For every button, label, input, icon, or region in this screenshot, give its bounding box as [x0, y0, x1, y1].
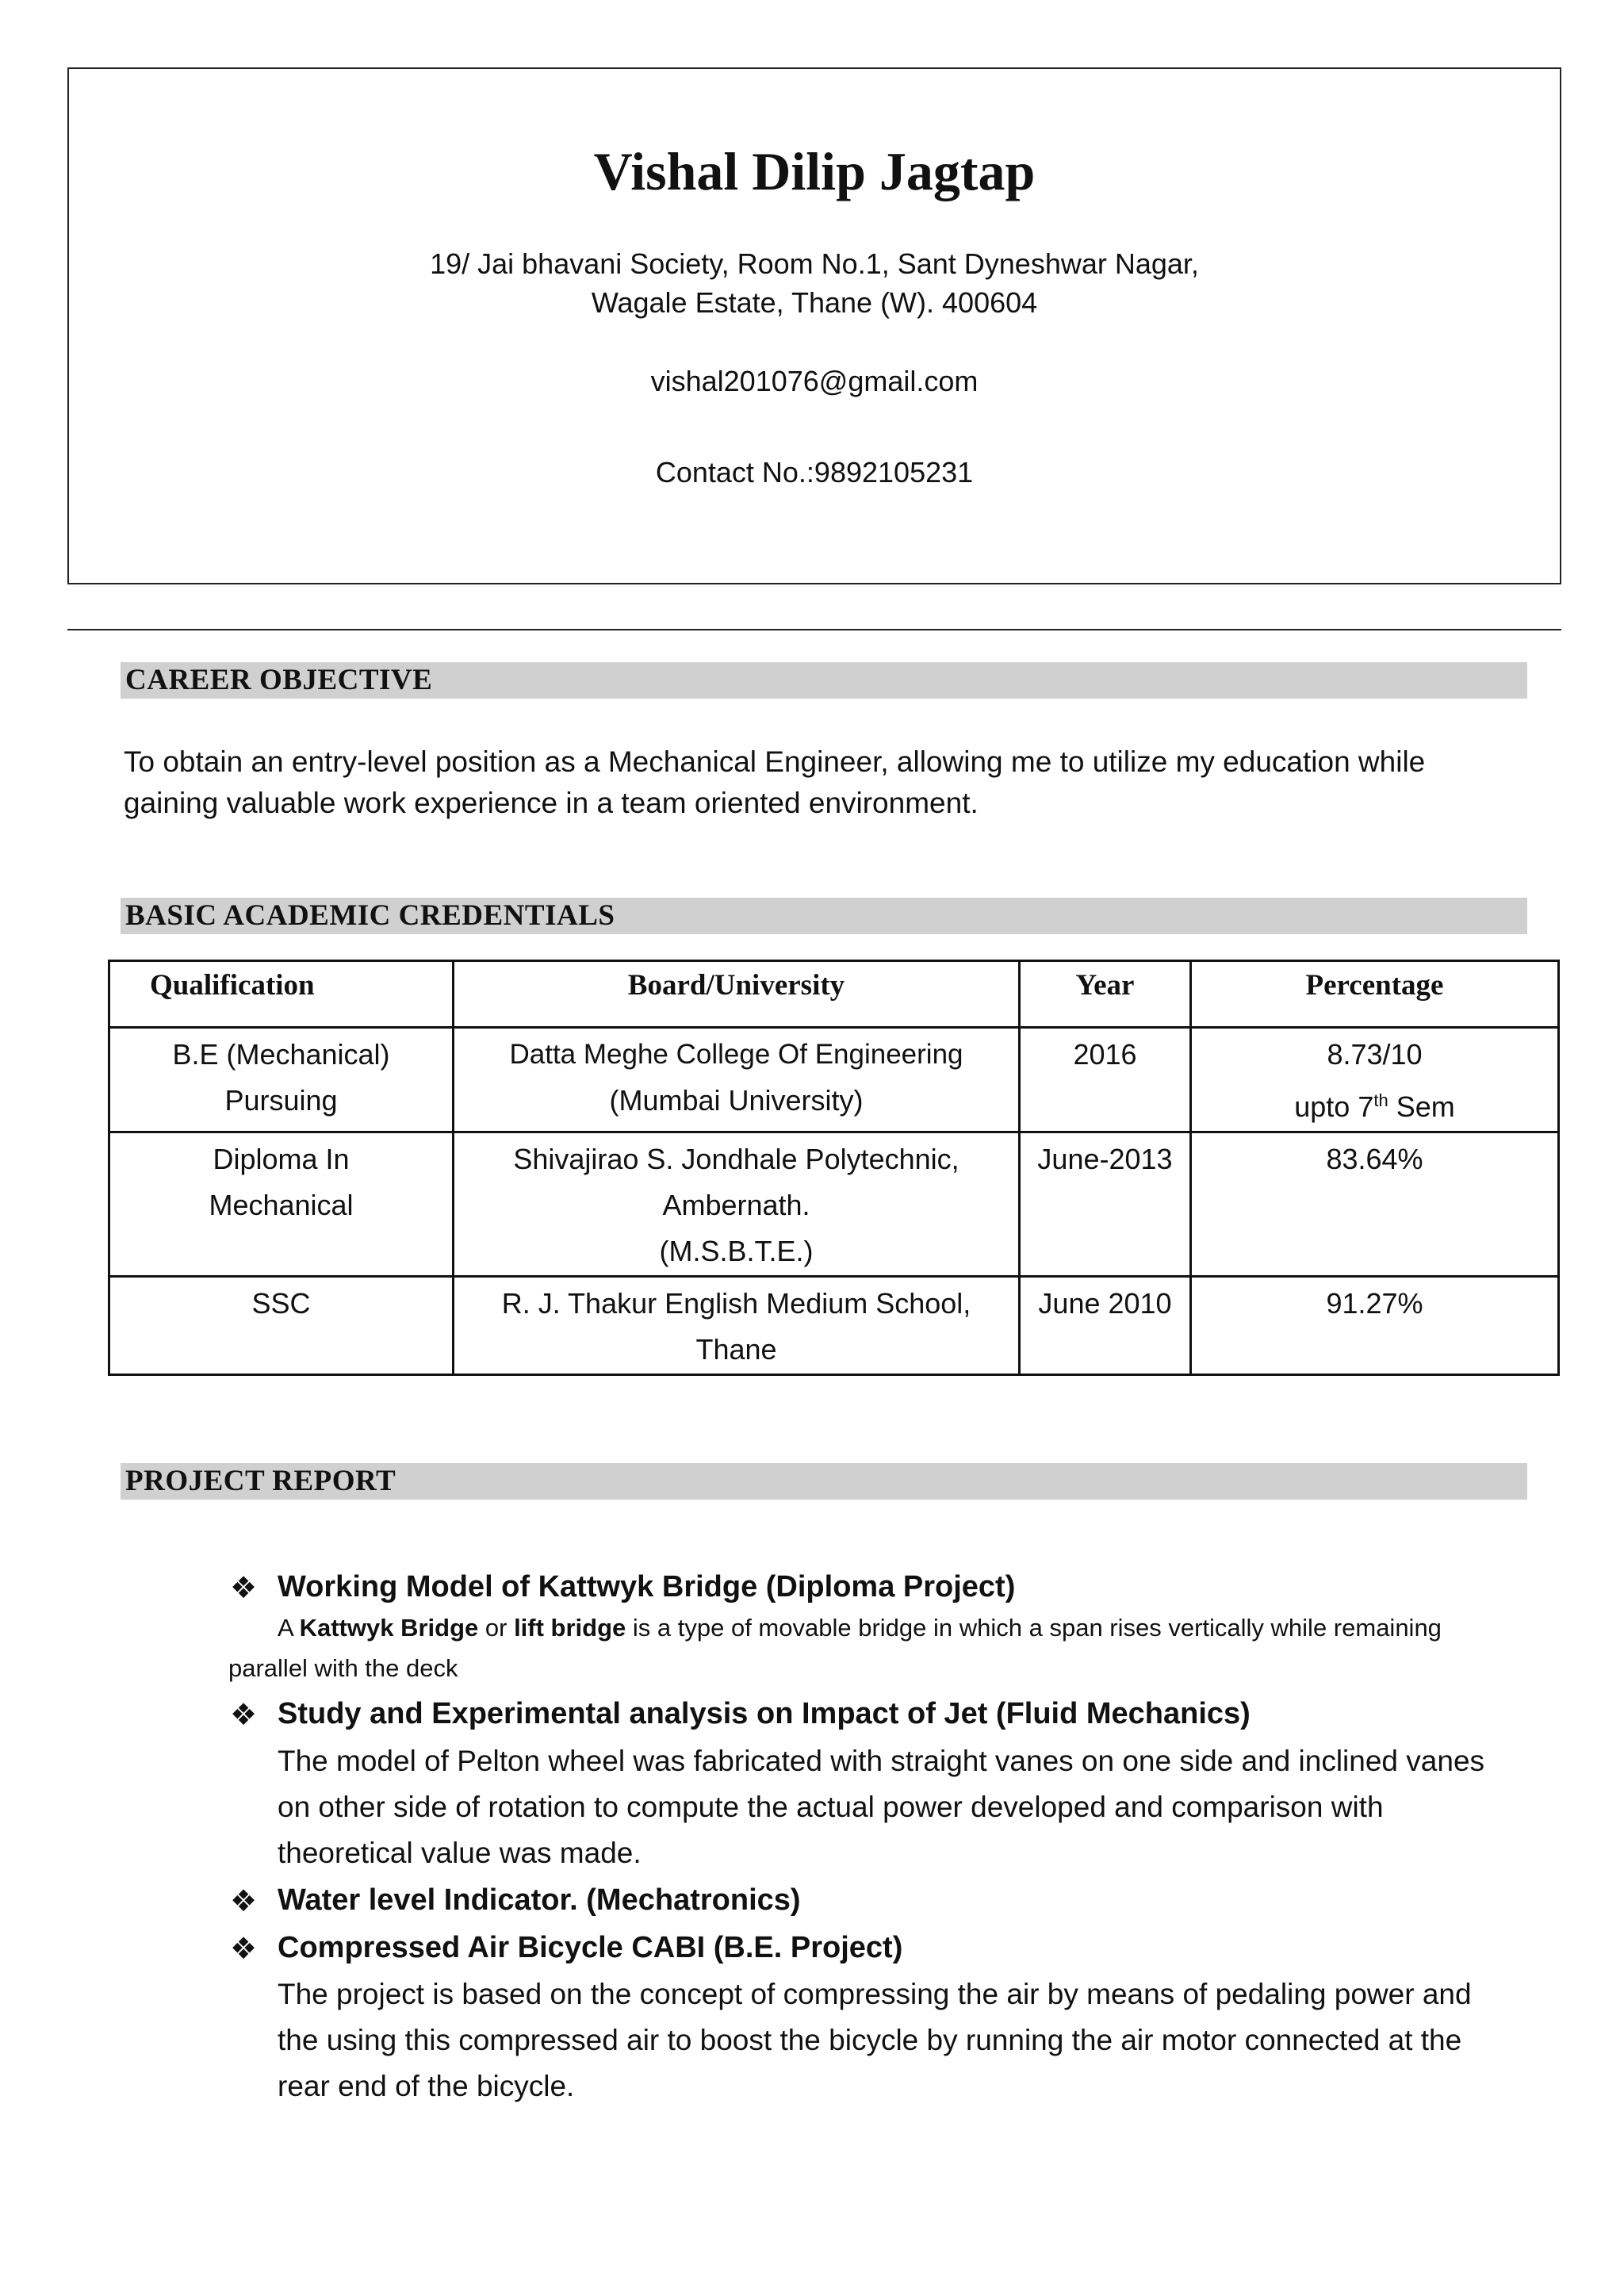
table-row	[109, 1277, 1559, 1375]
cell-qualification: B.E (Mechanical) Pursuing	[109, 1028, 454, 1132]
cell-percentage: 91.27%	[1191, 1277, 1559, 1375]
bullet-diamond-icon: ❖	[230, 1699, 258, 1732]
project-description: A Kattwyk Bridge or lift bridge is a type of movable bridge in which a span rises vertically while remaining	[278, 1614, 1442, 1642]
project-report-heading: PROJECT REPORT	[121, 1463, 1527, 1500]
address-line-2: Wagale Estate, Thane (W). 400604	[591, 286, 1038, 319]
cell-year: 2016	[1020, 1028, 1191, 1132]
candidate-name: Vishal Dilip Jagtap	[593, 141, 1036, 201]
cell-qualification: SSC	[109, 1277, 454, 1375]
cell-percentage: 8.73/10 upto 7th Sem	[1191, 1028, 1559, 1132]
divider	[67, 629, 1561, 630]
bullet-diamond-icon: ❖	[230, 1572, 258, 1605]
contact-number: Contact No.:9892105231	[655, 456, 974, 489]
cell-board: Shivajirao S. Jondhale Polytechnic, Ambernath. (M.S.B.T.E.)	[454, 1132, 1020, 1277]
cell-year: June 2010	[1020, 1277, 1191, 1375]
address-line-1: 19/ Jai bhavani Society, Room No.1, Sant Dyneshwar Nagar,	[430, 247, 1199, 280]
table-header-row	[109, 961, 1559, 1028]
column-header-percentage: Percentage	[1191, 961, 1559, 1028]
project-description: The model of Pelton wheel was fabricated with straight vanes on one side and inclined vanes on other side of rotation to compute the actual power developed and comparison with theoretical value was made.	[278, 1745, 1485, 1869]
bullet-diamond-icon: ❖	[230, 1885, 258, 1918]
column-header-year: Year	[1020, 961, 1191, 1028]
header-box	[67, 67, 1561, 584]
bullet-diamond-icon: ❖	[230, 1933, 258, 1966]
table-row	[109, 1132, 1559, 1277]
cell-percentage: 83.64%	[1191, 1132, 1559, 1277]
cell-qualification: Diploma In Mechanical	[109, 1132, 454, 1277]
cell-board: Datta Meghe College Of Engineering (Mumbai University)	[454, 1028, 1020, 1132]
project-description-line: parallel with the deck	[228, 1654, 458, 1682]
project-title: Compressed Air Bicycle CABI (B.E. Project)	[278, 1931, 903, 1964]
column-header-qualification: Qualification	[109, 961, 454, 1028]
project-title: Study and Experimental analysis on Impact of Jet (Fluid Mechanics)	[278, 1697, 1251, 1730]
column-header-board: Board/University	[454, 961, 1020, 1028]
career-objective-heading: CAREER OBJECTIVE	[121, 662, 1527, 699]
email: vishal201076@gmail.com	[650, 365, 979, 397]
project-title: Water level Indicator. (Mechatronics)	[278, 1883, 801, 1917]
career-objective-line-2: gaining valuable work experience in a team oriented environment.	[124, 787, 979, 819]
cell-board: R. J. Thakur English Medium School, Thane	[454, 1277, 1020, 1375]
cell-year: June-2013	[1020, 1132, 1191, 1277]
academics-heading: BASIC ACADEMIC CREDENTIALS	[121, 898, 1527, 934]
academics-table	[108, 960, 1560, 1376]
project-title: Working Model of Kattwyk Bridge (Diploma Project)	[278, 1570, 1016, 1603]
project-description: The project is based on the concept of compressing the air by means of pedaling power and the using this compressed air to boost the bicycle by running the air motor connected at the rear end of the bicycle.	[278, 1978, 1472, 2102]
table-row	[109, 1028, 1559, 1132]
career-objective-line-1: To obtain an entry-level position as a Mechanical Engineer, allowing me to utilize my education while	[124, 745, 1426, 778]
